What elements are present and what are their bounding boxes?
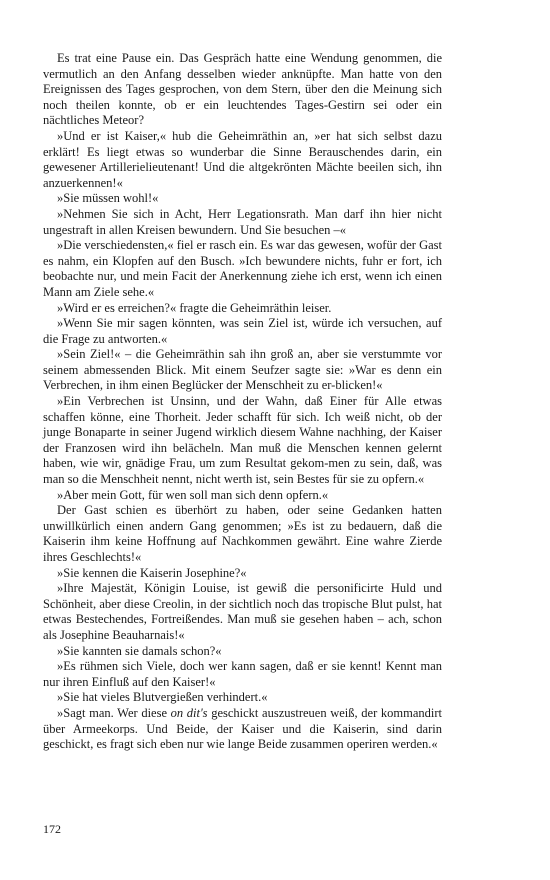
page-number: 172 — [43, 822, 61, 836]
paragraph: Es trat eine Pause ein. Das Gespräch hatte eine Wendung genommen, die vermutlich an den Anfang desselben wieder anknüpfte. Man hatte von den Ereignissen des Tages gesprochen, von dem Stern, über den die Meinung sich noch theilen konnte, ob er ein leuchtendes Tages-Gestirn sei oder ein nächtliches Meteor? — [43, 51, 442, 128]
paragraph: »Und er ist Kaiser,« hub die Geheimräthin an, »er hat sich selbst dazu erklärt! Es liegt etwas so wunderbar die Sinne Berauschendes darin, ein gewesener Artillerielieutenant! Und die altgekrönten Mächte beeilen sich, ihn anzuerkennen!« — [43, 128, 442, 190]
paragraph: »Ein Verbrechen ist Unsinn, und der Wahn, daß Einer für Alle etwas schaffen könne, eine Thorheit. Jeder schafft für sich. Ich weiß nicht, ob der junge Bonaparte in seiner Jugend wirklich diesem Wahne nachhing, der Kaiser der Franzosen wird ihn belächeln. Man muß die Menschen kennen gelernt haben, wie wir, gnädige Frau, um zum Resultat gekom-men zu sein, daß, was man so die Menschheit nennt, nicht werth ist, sein Bestes für sie zu opfern.« — [43, 394, 442, 487]
paragraph-last — [43, 706, 442, 753]
paragraph: »Aber mein Gott, für wen soll man sich denn opfern.« — [57, 487, 329, 502]
paragraph-text: »Sagt man. Wer diese — [57, 705, 171, 720]
italic-phrase: on dit's — [170, 705, 208, 720]
paragraph: »Sie kennen die Kaiserin Josephine?« — [57, 565, 247, 580]
paragraph: »Wird er es erreichen?« fragte die Geheimräthin leiser. — [57, 300, 332, 315]
body-text — [43, 51, 442, 753]
paragraph: Der Gast schien es überhört zu haben, oder seine Gedanken hatten unwillkürlich einen andern Gang genommen; »Es ist zu bedauern, daß die Kaiserin ihm keine Hoffnung auf Nachkommen gewährt. Eine wahre Zierde ihres Geschlechts!« — [43, 503, 442, 564]
paragraph: »Sie kannten sie damals schon?« — [57, 643, 222, 658]
paragraph: »Sie hat vieles Blutvergießen verhindert.« — [57, 690, 268, 705]
paragraph: »Sein Ziel!« – die Geheimräthin sah ihn groß an, aber sie verstummte vor seinem abmessenden Blick. Mit einem Seufzer sagte sie: »War es denn ein Verbrechen, in ihm einen Beglücker der Menschheit zu er-blicken!« — [43, 347, 442, 393]
paragraph: »Wenn Sie mir sagen könnten, was sein Ziel ist, würde ich versuchen, auf die Frage zu antworten.« — [43, 316, 442, 346]
paragraph: »Es rühmen sich Viele, doch wer kann sagen, daß er sie kennt! Kennt man nur ihren Einfluß auf den Kaiser!« — [43, 659, 442, 689]
paragraph: »Die verschiedensten,« fiel er rasch ein. Es war das gewesen, wofür der Gast es nahm, ein Klopfen auf den Busch. »Ich bewundere nichts, fuhr er fort, ich beobachte nur, und mein Facit der Anerkennung ziehe ich erst, wenn ich einen Mann am Ziele sehe.« — [43, 238, 442, 299]
paragraph: »Ihre Majestät, Königin Louise, ist gewiß die personificirte Huld und Schönheit, aber diese Creolin, in der sichtlich noch das tropische Blut pulst, hat etwas Bestechendes, Fortreißendes. Man muß sie gesehen haben – ach, schon als Josephine Beauharnais!« — [43, 581, 442, 642]
paragraph-text: geschickt auszustreuen weiß, der kommandirt über Armeekorps. Und Beide, der Kaiser und die Kaiserin, sind darin geschickt, es fragt sich eben nur wie lange Beide zusammen operiren werden.« — [43, 705, 443, 752]
paragraph: »Nehmen Sie sich in Acht, Herr Legationsrath. Man darf ihn hier nicht ungestraft in allen Kreisen bewundern. Und Sie besuchen –« — [43, 206, 442, 237]
paragraph: »Sie müssen wohl!« — [57, 191, 159, 206]
